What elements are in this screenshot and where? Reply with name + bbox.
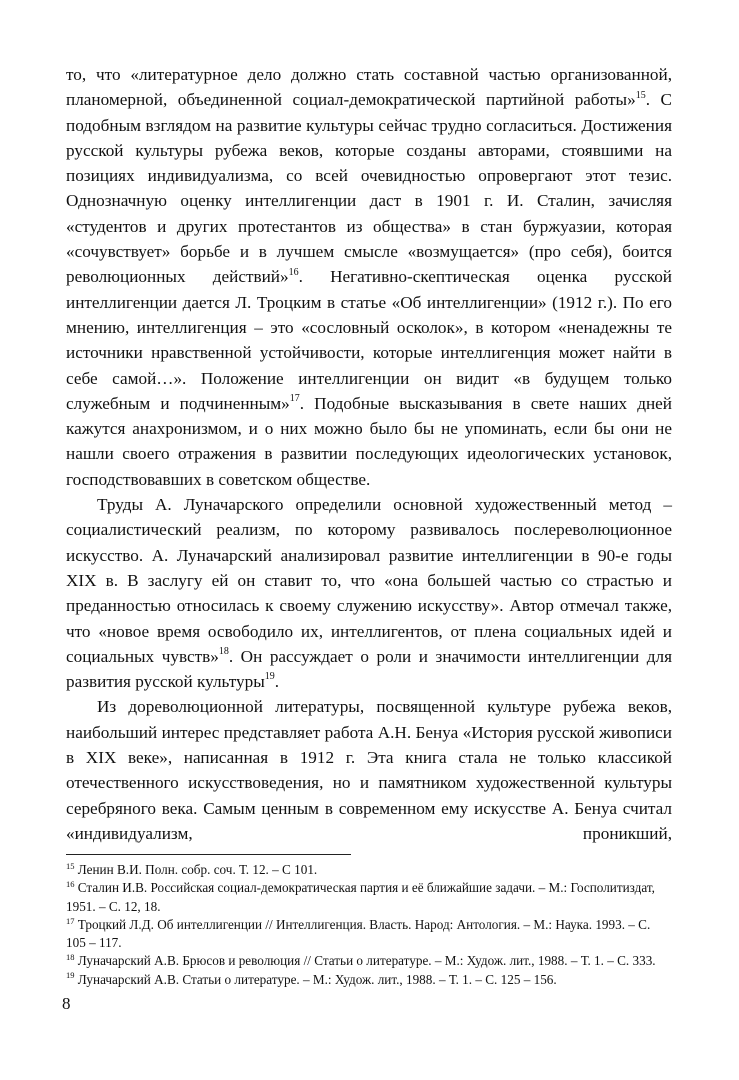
footnote-ref-15: 15 bbox=[635, 89, 646, 101]
footnote-ref-18: 18 bbox=[218, 646, 229, 658]
footnote-17 bbox=[66, 916, 672, 953]
footnote-separator bbox=[66, 854, 351, 855]
footnotes bbox=[66, 861, 672, 989]
footnote-number: 15 bbox=[66, 860, 75, 871]
footnote-ref-17: 17 bbox=[289, 393, 300, 405]
footnote-19 bbox=[66, 971, 672, 989]
page-body bbox=[66, 62, 672, 846]
footnote-text: Сталин И.В. Российская социал-демократическая партия и её ближайшие задачи. – М.: Госполитиздат, 1951. – С. 12, 18. bbox=[66, 880, 655, 914]
paragraph-1-text-a: то, что «литературное дело должно стать составной частью организованной, планомерной, объединенной социал-демократической партийной работы» bbox=[66, 65, 672, 110]
paragraph-1-text-b: . С подобным взглядом на развитие культуры сейчас трудно согласиться. Достижения русской культуры рубежа веков, которые созданы авторами, стоявшими на позициях индивидуализма, со всей очевидностью опровергают этот тезис. Однозначную оценку интеллигенции даст в 1901 г. И. Сталин, зачисляя «студентов и других протестантов из общества» в стан буржуазии, которая «сочувствует» борьбе и в лучшем смысле «возмущается» (про себя), боится революционных действий» bbox=[66, 90, 673, 287]
footnote-ref-19: 19 bbox=[264, 671, 275, 683]
footnote-15 bbox=[66, 861, 672, 879]
paragraph-2-text-b: . Он рассуждает о роли и значимости интеллигенции для развития русской культуры bbox=[66, 646, 672, 692]
paragraph-2-text-a: Труды А. Луначарского определили основной художественный метод – социалистический реализм, по которому развивалось послереволюционное искусство. А. Луначарский анализировал развитие интеллигенции в 90-е годы XIX в. В заслугу ей он ставит то, что «она большей частью со страстью и преданностью относилась к своему служению искусству». Автор отмечал также, что «новое время освободило их, интеллигентов, от плена социальных идей и социальных чувств» bbox=[66, 495, 672, 666]
footnote-text: Троцкий Л.Д. Об интеллигенции // Интеллигенция. Власть. Народ: Антология. – М.: Наука. 1993. – С. 105 – 117. bbox=[66, 916, 651, 951]
footnote-text: Луначарский А.В. Брюсов и революция // Статьи о литературе. – М.: Худож. лит., 1988. – Т. 1. – С. 333. bbox=[74, 953, 656, 969]
footnote-number: 16 bbox=[66, 878, 75, 889]
footnote-text: Луначарский А.В. Статьи о литературе. – М.: Худож. лит., 1988. – Т. 1. – С. 125 – 156. bbox=[74, 971, 557, 987]
footnote-18 bbox=[66, 952, 672, 970]
footnote-number: 17 bbox=[66, 915, 75, 926]
paragraph-2-text-c: . bbox=[274, 672, 280, 692]
paragraph-1 bbox=[66, 62, 672, 492]
footnote-number: 19 bbox=[66, 970, 75, 981]
paragraph-1-text-c: . Негативно-скептическая оценка русской интеллигенции дается Л. Троцким в статье «Об интеллигенции» (1912 г.). По его мнению, интеллигенция – это «сословный осколок», в котором «ненадежны те источники нравственной устойчивости, которые интеллигенция может найти в себе самой…». Положение интеллигенции он видит «в будущем только служебным и подчиненным» bbox=[66, 267, 672, 413]
footnote-number: 18 bbox=[66, 952, 75, 963]
paragraph-3-text: Из дореволюционной литературы, посвященной культуре рубежа веков, наибольший интерес представляет работа А.Н. Бенуа «История русской живописи в XIX веке», написанная в 1912 г. Эта книга стала не только классикой отечественного искусствоведения, но и памятником художественной культуры серебряного века. Самым ценным в современном ему искусстве А. Бенуа считал «индивидуализм, проникший, bbox=[66, 697, 672, 843]
paragraph-2 bbox=[66, 492, 672, 694]
paragraph-1-text-d: . Подобные высказывания в свете наших дней кажутся анахронизмом, и о них можно было бы не упоминать, если бы они не нашли своего отражения в развитии последующих идеологических установок, господствовавших в советском обществе. bbox=[66, 393, 672, 489]
paragraph-3 bbox=[66, 694, 672, 846]
footnote-16 bbox=[66, 879, 672, 916]
footnote-ref-16: 16 bbox=[288, 266, 299, 278]
page-number: 8 bbox=[62, 994, 71, 1013]
footnote-text: Ленин В.И. Полн. собр. соч. Т. 12. – С 101. bbox=[74, 862, 318, 877]
main-text bbox=[66, 62, 672, 846]
